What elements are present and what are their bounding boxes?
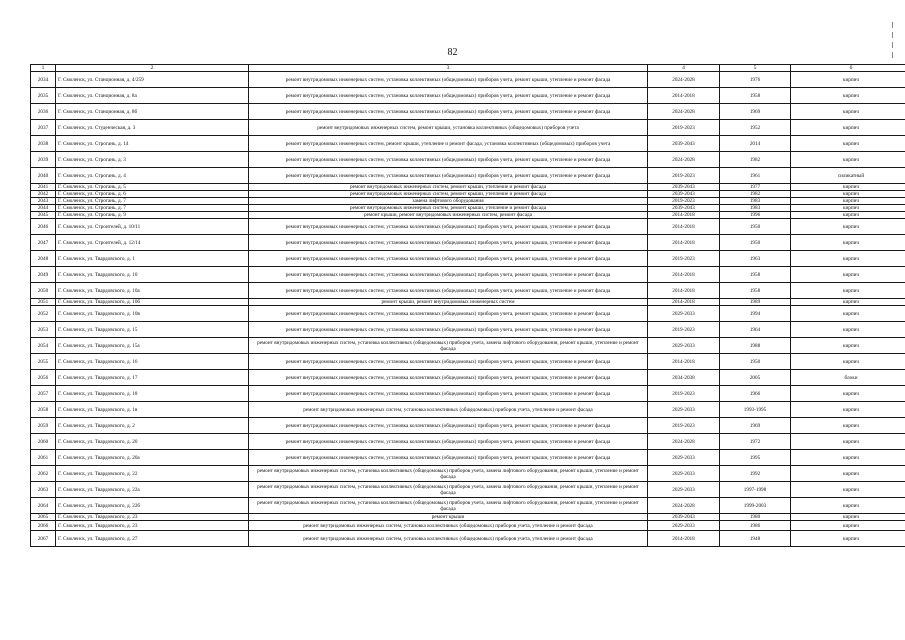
row-address: Г. Смоленск, ул. Твардовского, д. 16 xyxy=(56,354,249,370)
row-number: 2040 xyxy=(31,168,56,184)
row-wall-material: кирпич xyxy=(791,450,905,466)
row-address: Г. Смоленск, ул. Станционная, д. 8а xyxy=(56,88,249,104)
row-wall-material: кирпич xyxy=(791,418,905,434)
row-number: 2067 xyxy=(31,531,56,547)
row-build-year: 1958 xyxy=(720,88,791,104)
row-work-type: ремонт внутридомовых инженерных систем, установка коллективных (общедомовых) приборов учета, ремонт крыши, утепление и ремонт фасада xyxy=(249,152,648,168)
row-address: Г. Смоленск, ул. Строгань, д. 7 xyxy=(56,205,249,212)
row-build-year: 1997-1998 xyxy=(720,482,791,498)
row-build-year: 1980 xyxy=(720,514,791,521)
row-period: 2024-2028 xyxy=(648,434,720,450)
row-period: 2024-2028 xyxy=(648,498,720,514)
table-row xyxy=(31,191,905,198)
row-wall-material: силикатный xyxy=(791,168,905,184)
row-address: Г. Смоленск, ул. Твардовского, д. 22а xyxy=(56,482,249,498)
row-wall-material: блоки xyxy=(791,370,905,386)
header-col-3: 3 xyxy=(249,65,648,72)
row-number: 2065 xyxy=(31,514,56,521)
table-row xyxy=(31,205,905,212)
row-period: 2029-2033 xyxy=(648,466,720,482)
table-row xyxy=(31,338,905,354)
row-wall-material: кирпич xyxy=(791,299,905,306)
row-wall-material: кирпич xyxy=(791,205,905,212)
header-col-1: 1 xyxy=(31,65,56,72)
row-period: 2019-2023 xyxy=(648,251,720,267)
row-build-year: 1982 xyxy=(720,191,791,198)
table-row xyxy=(31,267,905,283)
row-number: 2044 xyxy=(31,205,56,212)
row-build-year: 1986 xyxy=(720,521,791,531)
row-period: 2014-2018 xyxy=(648,299,720,306)
row-number: 2043 xyxy=(31,198,56,205)
row-period: 2014-2018 xyxy=(648,212,720,219)
row-wall-material: кирпич xyxy=(791,306,905,322)
row-period: 2039-2043 xyxy=(648,184,720,191)
table-row xyxy=(31,370,905,386)
row-work-type: ремонт внутридомовых инженерных систем, ремонт крыши, утепление и ремонт фасада xyxy=(249,191,648,198)
row-number: 2046 xyxy=(31,219,56,235)
row-period: 2029-2033 xyxy=(648,521,720,531)
row-address: Г. Смоленск, ул. Твардовского, д. 1 xyxy=(56,251,249,267)
row-period: 2039-2043 xyxy=(648,514,720,521)
row-work-type: ремонт внутридомовых инженерных систем, установка коллективных (общедомовых) приборов учета, ремонт крыши, утепление и ремонт фасада xyxy=(249,219,648,235)
row-period: 2029-2033 xyxy=(648,338,720,354)
row-build-year: 1948 xyxy=(720,531,791,547)
header-col-5: 5 xyxy=(720,65,791,72)
row-build-year: 1992 xyxy=(720,466,791,482)
row-build-year: 1964 xyxy=(720,322,791,338)
row-address: Г. Смоленск, ул. Строгань, д. 4 xyxy=(56,168,249,184)
row-work-type: ремонт внутридомовых инженерных систем, установка коллективных (общедомовых) приборов учета, ремонт крыши, утепление и ремонт фасада xyxy=(249,418,648,434)
row-period: 2014-2018 xyxy=(648,88,720,104)
row-build-year: 1950 xyxy=(720,354,791,370)
row-address: Г. Смоленск, ул. Твардовского, д. 15 xyxy=(56,322,249,338)
row-address: Г. Смоленск, ул. Твардовского, д. 17 xyxy=(56,370,249,386)
table-row xyxy=(31,498,905,514)
table-row xyxy=(31,104,905,120)
table-row xyxy=(31,482,905,498)
row-build-year: 1969 xyxy=(720,418,791,434)
row-address: Г. Смоленск, ул. Твардовского, д. 10а xyxy=(56,283,249,299)
row-work-type: ремонт внутридомовых инженерных систем, установка коллективных (общедомовых) приборов учета, замена лифтового оборудования, ремонт крыши, утепление и ремонт фасада xyxy=(249,498,648,514)
row-address: Г. Смоленск, ул. Твардовского, д. 15а xyxy=(56,338,249,354)
row-wall-material: кирпич xyxy=(791,514,905,521)
row-address: Г. Смоленск, ул. Станционная, д. 4/259 xyxy=(56,72,249,88)
row-work-type: ремонт внутридомовых инженерных систем, установка коллективных (общедомовых) приборов учета, ремонт крыши, утепление и ремонт фасада xyxy=(249,370,648,386)
table-row xyxy=(31,120,905,136)
row-wall-material: кирпич xyxy=(791,152,905,168)
row-build-year: 1976 xyxy=(720,72,791,88)
table-row xyxy=(31,466,905,482)
row-build-year: 1993-1995 xyxy=(720,402,791,418)
table-row xyxy=(31,72,905,88)
table-row xyxy=(31,212,905,219)
row-build-year: 1958 xyxy=(720,267,791,283)
row-number: 2034 xyxy=(31,72,56,88)
row-wall-material: кирпич xyxy=(791,191,905,198)
row-work-type: ремонт внутридомовых инженерных систем, установка коллективных (общедомовых) приборов учета, замена лифтового оборудования, ремонт крыши, утепление и ремонт фасада xyxy=(249,482,648,498)
row-build-year: 2005 xyxy=(720,370,791,386)
table-row xyxy=(31,386,905,402)
row-address: Г. Смоленск, ул. Твардовского, д. 2 xyxy=(56,418,249,434)
row-work-type: ремонт крыши, ремонт внутридомовых инженерных систем, ремонт фасада xyxy=(249,212,648,219)
row-number: 2035 xyxy=(31,88,56,104)
row-work-type: ремонт внутридомовых инженерных систем, установка коллективных (общедомовых) приборов учета, ремонт крыши, утепление и ремонт фасада xyxy=(249,251,648,267)
table-row xyxy=(31,152,905,168)
row-wall-material: кирпич xyxy=(791,322,905,338)
row-work-type: ремонт внутридомовых инженерных систем, установка коллективных (общедомовых) приборов учета, ремонт крыши, утепление и ремонт фасада xyxy=(249,235,648,251)
row-build-year: 1996 xyxy=(720,212,791,219)
table-row xyxy=(31,402,905,418)
row-number: 2056 xyxy=(31,370,56,386)
table-row xyxy=(31,514,905,521)
row-address: Г. Смоленск, ул. Строителей, д. 10/11 xyxy=(56,219,249,235)
row-period: 2019-2023 xyxy=(648,386,720,402)
row-number: 2048 xyxy=(31,251,56,267)
row-number: 2051 xyxy=(31,299,56,306)
table-row xyxy=(31,136,905,152)
row-period: 2029-2033 xyxy=(648,306,720,322)
row-work-type: ремонт внутридомовых инженерных систем, установка коллективных (общедомовых) приборов учета, утепление и ремонт фасада xyxy=(249,531,648,547)
row-work-type: ремонт внутридомовых инженерных систем, ремонт крыши, утепление и ремонт фасада xyxy=(249,184,648,191)
row-period: 2034-2038 xyxy=(648,370,720,386)
row-period: 2014-2018 xyxy=(648,235,720,251)
row-number: 2041 xyxy=(31,184,56,191)
row-address: Г. Смоленск, ул. Строителей, д. 12/14 xyxy=(56,235,249,251)
row-wall-material: кирпич xyxy=(791,267,905,283)
row-wall-material: кирпич xyxy=(791,531,905,547)
row-build-year: 1950 xyxy=(720,219,791,235)
row-build-year: 1995 xyxy=(720,450,791,466)
table-row xyxy=(31,434,905,450)
row-number: 2064 xyxy=(31,498,56,514)
row-wall-material: кирпич xyxy=(791,434,905,450)
row-number: 2060 xyxy=(31,434,56,450)
row-build-year: 1983 xyxy=(720,198,791,205)
row-number: 2066 xyxy=(31,521,56,531)
row-address: Г. Смоленск, ул. Студенческая, д. 3 xyxy=(56,120,249,136)
row-address: Г. Смоленск, ул. Строгань, д. 5 xyxy=(56,184,249,191)
table-row xyxy=(31,306,905,322)
row-period: 2019-2023 xyxy=(648,198,720,205)
header-col-4: 4 xyxy=(648,65,720,72)
row-period: 2014-2018 xyxy=(648,531,720,547)
row-work-type: ремонт внутридомовых инженерных систем, установка коллективных (общедомовых) приборов учета, ремонт крыши, утепление и ремонт фасада xyxy=(249,306,648,322)
table-row xyxy=(31,251,905,267)
row-work-type: ремонт крыши, ремонт внутридомовых инженерных систем xyxy=(249,299,648,306)
row-wall-material: кирпич xyxy=(791,88,905,104)
row-number: 2036 xyxy=(31,104,56,120)
row-wall-material: кирпич xyxy=(791,386,905,402)
row-number: 2038 xyxy=(31,136,56,152)
row-number: 2050 xyxy=(31,283,56,299)
row-work-type: ремонт внутридомовых инженерных систем, установка коллективных (общедомовых) приборов учета, замена лифтового оборудования, ремонт крыши, утепление и ремонт фасада xyxy=(249,466,648,482)
row-build-year: 1966 xyxy=(720,386,791,402)
table-row xyxy=(31,322,905,338)
table-row xyxy=(31,168,905,184)
row-build-year: 1982 xyxy=(720,152,791,168)
repair-schedule-table xyxy=(30,64,905,547)
row-work-type: ремонт внутридомовых инженерных систем, установка коллективных (общедомовых) приборов учета, ремонт крыши, утепление и ремонт фасада xyxy=(249,386,648,402)
row-period: 2019-2023 xyxy=(648,322,720,338)
row-number: 2054 xyxy=(31,338,56,354)
row-wall-material: кирпич xyxy=(791,354,905,370)
row-build-year: 1988 xyxy=(720,338,791,354)
row-number: 2047 xyxy=(31,235,56,251)
row-wall-material: кирпич xyxy=(791,120,905,136)
row-period: 2024-2028 xyxy=(648,152,720,168)
row-address: Г. Смоленск, ул. Станционная, д. 8б xyxy=(56,104,249,120)
row-work-type: ремонт внутридомовых инженерных систем, установка коллективных (общедомовых) приборов учета, замена лифтового оборудования, ремонт крыши, утепление и ремонт фасада xyxy=(249,338,648,354)
row-period: 2024-2028 xyxy=(648,72,720,88)
row-address: Г. Смоленск, ул. Строгань, д. 6 xyxy=(56,191,249,198)
row-wall-material: кирпич xyxy=(791,482,905,498)
row-wall-material: кирпич xyxy=(791,466,905,482)
row-work-type: ремонт крыши xyxy=(249,514,648,521)
row-work-type: ремонт внутридомовых инженерных систем, ремонт крыши, утепление и ремонт фасада xyxy=(249,205,648,212)
row-address: Г. Смоленск, ул. Строгань, д. 7 xyxy=(56,198,249,205)
row-address: Г. Смоленск, ул. Твардовского, д. 18 xyxy=(56,386,249,402)
row-address: Г. Смоленск, ул. Твардовского, д. 10б xyxy=(56,299,249,306)
table-row xyxy=(31,198,905,205)
row-address: Г. Смоленск, ул. Твардовского, д. 27 xyxy=(56,531,249,547)
row-number: 2062 xyxy=(31,466,56,482)
row-wall-material: кирпич xyxy=(791,136,905,152)
row-wall-material: кирпич xyxy=(791,251,905,267)
row-address: Г. Смоленск, ул. Твардовского, д. 20 xyxy=(56,434,249,450)
row-work-type: ремонт внутридомовых инженерных систем, установка коллективных (общедомовых) приборов учета, ремонт крыши, утепление и ремонт фасада xyxy=(249,434,648,450)
row-wall-material: кирпич xyxy=(791,338,905,354)
row-build-year: 1999-2003 xyxy=(720,498,791,514)
row-number: 2049 xyxy=(31,267,56,283)
row-wall-material: кирпич xyxy=(791,498,905,514)
row-number: 2042 xyxy=(31,191,56,198)
table-row xyxy=(31,184,905,191)
row-work-type: ремонт внутридомовых инженерных систем, установка коллективных (общедомовых) приборов учета, ремонт крыши, утепление и ремонт фасада xyxy=(249,104,648,120)
row-address: Г. Смоленск, ул. Строгань, д. 3 xyxy=(56,152,249,168)
row-build-year: 1963 xyxy=(720,251,791,267)
row-wall-material: кирпич xyxy=(791,198,905,205)
row-wall-material: кирпич xyxy=(791,212,905,219)
row-number: 2039 xyxy=(31,152,56,168)
row-period: 2014-2018 xyxy=(648,267,720,283)
row-address: Г. Смоленск, ул. Твардовского, д. 10в xyxy=(56,306,249,322)
row-period: 2024-2028 xyxy=(648,104,720,120)
row-address: Г. Смоленск, ул. Твардовского, д. 1в xyxy=(56,402,249,418)
table-row xyxy=(31,299,905,306)
row-address: Г. Смоленск, ул. Твардовского, д. 20а xyxy=(56,450,249,466)
row-build-year: 1977 xyxy=(720,184,791,191)
row-build-year: 1958 xyxy=(720,283,791,299)
row-number: 2061 xyxy=(31,450,56,466)
table-row xyxy=(31,450,905,466)
table-row xyxy=(31,354,905,370)
row-period: 2029-2033 xyxy=(648,450,720,466)
table-header-row xyxy=(31,65,905,72)
row-work-type: ремонт внутридомовых инженерных систем, ремонт крыши, утепление и ремонт фасада, установка коллективных (общедомовых) приборов учета xyxy=(249,136,648,152)
row-wall-material: кирпич xyxy=(791,402,905,418)
row-build-year: 1950 xyxy=(720,235,791,251)
row-work-type: ремонт внутридомовых инженерных систем, установка коллективных (общедомовых) приборов учета, утепление и ремонт фасада xyxy=(249,402,648,418)
row-work-type: ремонт внутридомовых инженерных систем, установка коллективных (общедомовых) приборов учета, ремонт крыши, утепление и ремонт фасада xyxy=(249,72,648,88)
row-wall-material: кирпич xyxy=(791,235,905,251)
row-address: Г. Смоленск, ул. Строгань, д. 9 xyxy=(56,212,249,219)
row-period: 2039-2043 xyxy=(648,136,720,152)
row-wall-material: кирпич xyxy=(791,184,905,191)
row-address: Г. Смоленск, ул. Твардовского, д. 22б xyxy=(56,498,249,514)
row-number: 2055 xyxy=(31,354,56,370)
row-build-year: 1983 xyxy=(720,205,791,212)
header-col-2: 2 xyxy=(56,65,249,72)
row-work-type: ремонт внутридомовых инженерных систем, установка коллективных (общедомовых) приборов учета, утепление и ремонт фасада xyxy=(249,521,648,531)
row-work-type: ремонт внутридомовых инженерных систем, установка коллективных (общедомовых) приборов учета, ремонт крыши, утепление и ремонт фасада xyxy=(249,88,648,104)
table-row xyxy=(31,283,905,299)
page-number: 82 xyxy=(447,47,458,58)
row-build-year: 1972 xyxy=(720,434,791,450)
row-period: 2039-2043 xyxy=(648,205,720,212)
row-period: 2019-2023 xyxy=(648,120,720,136)
row-address: Г. Смоленск, ул. Твардовского, д. 22 xyxy=(56,466,249,482)
row-work-type: ремонт внутридомовых инженерных систем, установка коллективных (общедомовых) приборов учета, ремонт крыши, утепление и ремонт фасада xyxy=(249,354,648,370)
row-work-type: ремонт внутридомовых инженерных систем, установка коллективных (общедомовых) приборов учета, ремонт крыши, утепление и ремонт фасада xyxy=(249,283,648,299)
table-row xyxy=(31,219,905,235)
row-build-year: 1969 xyxy=(720,104,791,120)
row-address: Г. Смоленск, ул. Строгань, д. 14 xyxy=(56,136,249,152)
table-row xyxy=(31,531,905,547)
row-wall-material: кирпич xyxy=(791,283,905,299)
table-row xyxy=(31,88,905,104)
row-work-type: ремонт внутридомовых инженерных систем, установка коллективных (общедомовых) приборов учета, ремонт крыши, утепление и ремонт фасада xyxy=(249,267,648,283)
row-period: 2014-2018 xyxy=(648,283,720,299)
table-row xyxy=(31,418,905,434)
row-work-type: ремонт внутридомовых инженерных систем, ремонт крыши, установка коллективных (общедомовых) приборов учета xyxy=(249,120,648,136)
row-number: 2059 xyxy=(31,418,56,434)
row-period: 2029-2033 xyxy=(648,482,720,498)
row-number: 2037 xyxy=(31,120,56,136)
row-period: 2014-2018 xyxy=(648,219,720,235)
row-build-year: 1952 xyxy=(720,120,791,136)
row-work-type: ремонт внутридомовых инженерных систем, установка коллективных (общедомовых) приборов учета, ремонт крыши, утепление и ремонт фасада xyxy=(249,168,648,184)
row-number: 2063 xyxy=(31,482,56,498)
table-row xyxy=(31,521,905,531)
row-address: Г. Смоленск, ул. Твардовского, д. 23 xyxy=(56,521,249,531)
row-address: Г. Смоленск, ул. Твардовского, д. 23 xyxy=(56,514,249,521)
row-period: 2039-2043 xyxy=(648,191,720,198)
row-build-year: 2014 xyxy=(720,136,791,152)
row-period: 2014-2018 xyxy=(648,354,720,370)
row-wall-material: кирпич xyxy=(791,521,905,531)
row-number: 2052 xyxy=(31,306,56,322)
row-number: 2058 xyxy=(31,402,56,418)
header-col-6: 6 xyxy=(791,65,905,72)
table-row xyxy=(31,235,905,251)
row-number: 2053 xyxy=(31,322,56,338)
row-number: 2057 xyxy=(31,386,56,402)
row-period: 2019-2023 xyxy=(648,168,720,184)
row-build-year: 1994 xyxy=(720,306,791,322)
row-work-type: ремонт внутридомовых инженерных систем, установка коллективных (общедомовых) приборов учета, ремонт крыши, утепление и ремонт фасада xyxy=(249,450,648,466)
row-wall-material: кирпич xyxy=(791,219,905,235)
row-work-type: замена лифтового оборудования xyxy=(249,198,648,205)
row-wall-material: кирпич xyxy=(791,104,905,120)
row-period: 2019-2023 xyxy=(648,418,720,434)
row-period: 2029-2033 xyxy=(648,402,720,418)
row-build-year: 1961 xyxy=(720,168,791,184)
row-build-year: 1989 xyxy=(720,299,791,306)
row-wall-material: кирпич xyxy=(791,72,905,88)
row-address: Г. Смоленск, ул. Твардовского, д. 10 xyxy=(56,267,249,283)
row-number: 2045 xyxy=(31,212,56,219)
row-work-type: ремонт внутридомовых инженерных систем, установка коллективных (общедомовых) приборов учета, ремонт крыши, утепление и ремонт фасада xyxy=(249,322,648,338)
